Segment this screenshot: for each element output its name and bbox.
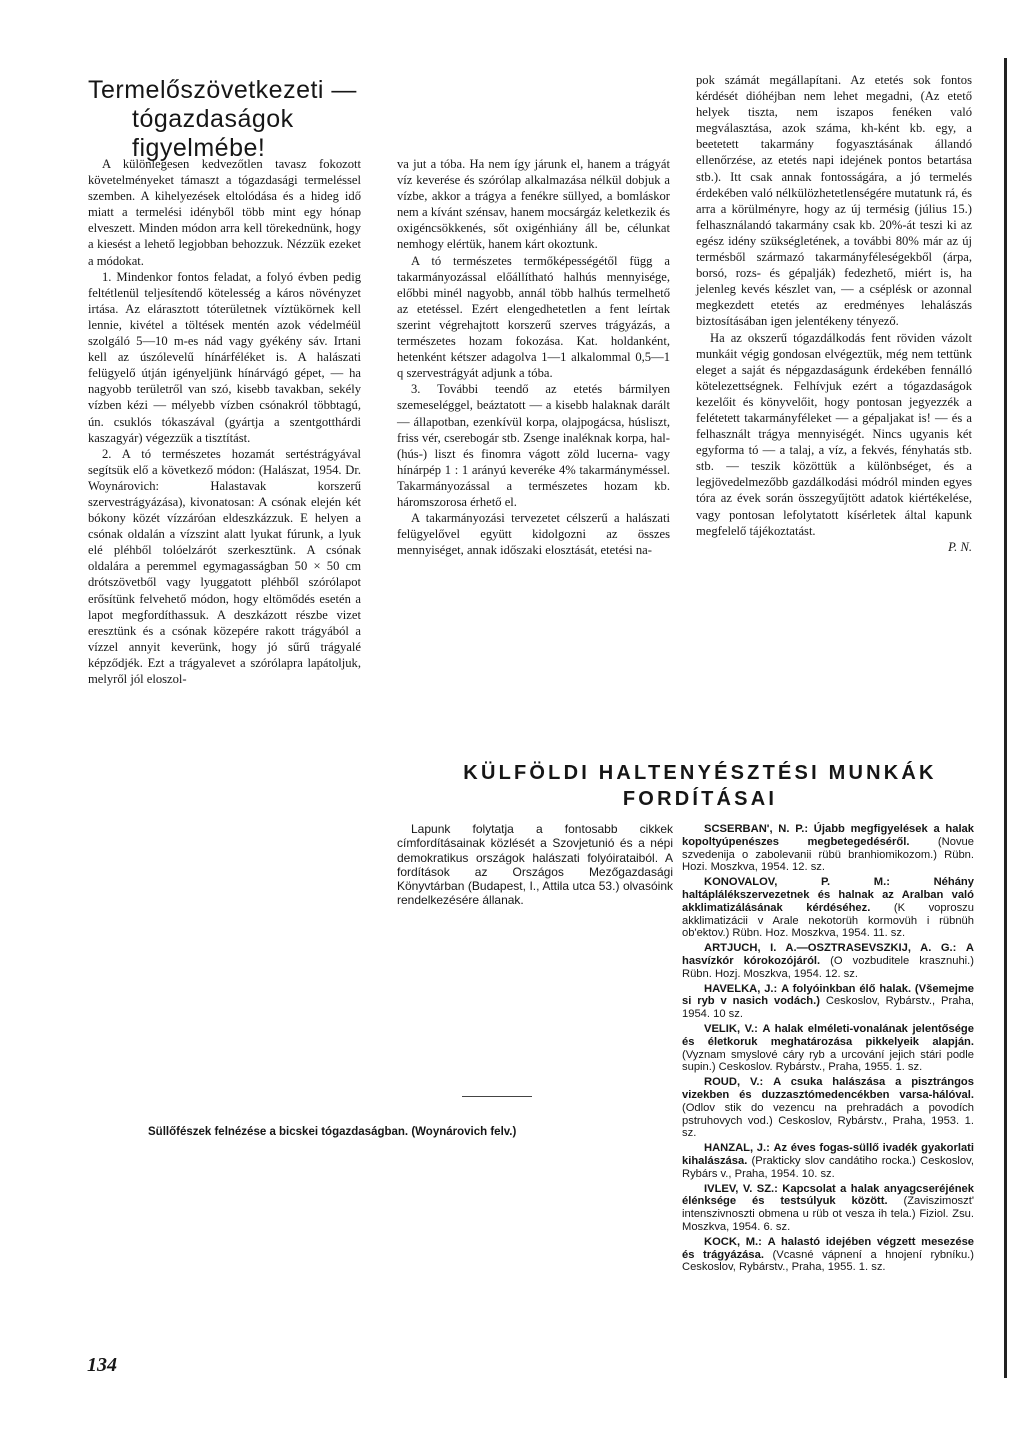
paragraph: Ha az okszerű tógazdálkodás fent röviden vázolt munkáit végig gondosan elvégeztük, még nem tettünk eleget a saját és népgazdaságunk érdekében fennálló kötelezettségnek. Felhívjuk ezért a tógazdaságok kezelőit és könyvelőit, hogy pontosan jegyezzék a felétetett takarmányféleket — a gépaljakat is! — és a felhasznált trágya mennyiségét. Nincs ugyanis két egyforma tó — a talaj, a víz, a fekvés, fényhatás stb. stb. — teszik közöttük a különbséget, és a legjövedelmezőbb gazdálkodási módról minden egyes tóra az évek során összegyűjtött adatok kiértékelése, vagy pontosan lefolytatott kísérletek által kapunk megfelelő tájékoztatást. (696, 330, 972, 538)
reference-source: (Vcasné vápnení a hnojení rybníku.) Ceskoslov, Rybárstv., Praha, 1955. 1. sz. (682, 1248, 975, 1274)
reference-item (682, 942, 974, 980)
reference-item (682, 1183, 974, 1234)
reference-item (682, 1236, 974, 1274)
reference-author: KOCK, M.: (704, 1235, 762, 1248)
reference-title: A hasvízkór kórokozójáról. (682, 942, 975, 967)
reference-item (682, 1076, 974, 1140)
reference-item (682, 983, 974, 1021)
reference-source: (O vozbuditele krasznuhi.) Rübn. Hozj. Moszkva, 1954. 12. sz. (682, 954, 974, 980)
article-title-line2: tógazdaságok figyelmébe! (132, 105, 294, 162)
reference-source: (Zaviszimoszt' intenszivnoszti obmena u rüb ot vesza ih tela.) Fiziol. Zsu. Moszkva, 1954. 6. sz. (682, 1195, 974, 1233)
reference-title: A folyóinkban élő halak. (Všemejme si ryb v nasich vodách.) (682, 982, 974, 1008)
reference-author: KONOVALOV, P. M.: (704, 876, 890, 889)
section-intro (397, 822, 673, 908)
reference-item (682, 1023, 974, 1074)
paragraph: 3. További teendő az etetés bármilyen szemeseléggel, beáztatott — a kisebb halaknak darált — állapotban, ezenkívül korpa, olajpogácsa, húsliszt, friss vér, cserebogár stb. Zsenge inaléknak korpa, hal- (hús-) liszt és finomra vágott zöld lucerna- vagy hínárpép 1 : 1 arányú keveréke 4% takarmányméssel. Takarmányozással a természetes hozam kb. háromszorosa érhető el. (397, 382, 670, 509)
reference-source: (K voproszu akklimatizácii v Arale nekotorüh kormovüh i rübnüh ob'ektov.) Rübn. Hoz. Moszkva, 1954. 11. sz. (682, 901, 974, 940)
author-signature: P. N. (948, 539, 972, 554)
reference-author: SCSERBAN', N. P.: (704, 823, 809, 835)
reference-source: (Odlov stik do vezencu na prehradách a povodích pstruhovych vod.) Ceskoslov, Rybárstv., Praha, 1953. 1. sz. (682, 1101, 974, 1140)
reference-title: Néhány haltáplálékszervezetnek és halnak az Aralban való akklimatizálásának kérdéséhez. (682, 876, 974, 914)
reference-source: (Prakticky slov candátiho rocka.) Ceskoslov, Rybárs v., Praha, 1954. 10. sz. (682, 1154, 974, 1180)
reference-author: ARTJUCH, I. A.—OSZTRASEVSZKIJ, A. G.: (704, 942, 957, 955)
section-heading-line2: FORDÍTÁSAI (622, 788, 778, 810)
reference-author: IVLEV, V. SZ.: (704, 1182, 778, 1195)
reference-title: Az éves fogas-süllő ivadék gyakorlati kihalászása. (682, 1142, 974, 1167)
reference-title: A csuka halászása a pisztrángos vizekben és duzzasztómedencékben varsa-hálóval. (682, 1076, 974, 1101)
photo-divider (462, 1096, 532, 1097)
reference-title: Kapcsolat a halak anyagcseréjének élénksége és testsúlyuk között. (682, 1182, 974, 1208)
paragraph: pok számát megállapítani. Az etetés sok fontos kérdését dióhéjban nem lehet megadni, (Az etető helyek tiszta, nem iszapos fenéken való megválasztása, azok száma, kh-ként kb. egy, a beetetett takarmány fogyasztásának állandó ellenőrzése, az etetés napi idejének pontos betartása stb.). Itt csak annak fontosságára, a jó termelés érdekében való nélkülözhetetlenségére mutatunk rá, és arra a körülményre, hogy az új termésig (július 15.) felhasználandó takarmány csak kb. 20%-át teszi ki az egész idény szükségletének, a további 80% már az új termésből származó takarmányféleségekből (árpa, borsó, rozs- és gépalják) fedezhető, miért is, ha jelenleg kevés készlet van, — a cséplésk or azonnal megkezdett etetés az eredményes lehalászás biztosításában igen jelentékeny tényező. (696, 73, 972, 329)
paragraph: A takarmányozási tervezetet célszerű a halászati felügyelővel együtt kidolgozni az összes mennyiséget, annak időszaki elosztását, etetési na- (397, 511, 670, 558)
reference-title: Újabb megfigyelések a halak kopoltyúpenészes megbetegedéséről. (682, 823, 975, 848)
reference-item (682, 823, 974, 874)
article-title (88, 76, 388, 163)
paragraph: A tó természetes termőképességétől függ a takarmányozással előállítható halhús mennyisége, előbbi minél nagyobb, annál több halhús termelhető az etetéssel. Ezért elengedhetetlen a fent leírtak szerint végrehajtott korszerű szerves trágyázás, a természetes hozam fokozása. Kat. holdanként, hetenként kétszer adagolva 1—1 alkalommal 0,5—1 q szervestrágyát adjunk a tóba. (397, 253, 670, 381)
reference-list (682, 823, 974, 1276)
reference-source: (Vyznam smyslové cáry ryb a urcování jejich stári podle supin.) Ceskoslov. Rybárstv., Praha, 1955. 1. sz. (682, 1048, 974, 1074)
reference-source: (Novue szvedenija o zabolevanii rübü branhiomikozom.) Rübn. Hozi. Moszkva, 1954. 12. sz. (682, 835, 974, 874)
reference-source: Ceskoslov, Rybárstv., Praha, 1954. 10 sz. (682, 995, 975, 1021)
paragraph: 1. Mindenkor fontos feladat, a folyó évben pedig feltétlenül teljesítendő kötelesség a káros növényzet irtása. Az elárasztott tóterületnek víztükörnek kell lennie, kivétel a töltések mentén azok védelméül szolgáló 5—10 m-es nád vagy gyékény sáv. Irtani kell az úszólevelű hínárféléket is. A halászati felügyelő útján igényeljünk hínárvágó gépet, — ha nagyobb területről van szó, kisebb tavakban, sekély vízben kézi — mélyebb vízben csónakról többtagú, ún. csuklós tókaszával (gyártja a szentgotthárdi kaszagyár) végezzük a tisztítást. (88, 269, 361, 445)
article-column-3 (696, 72, 972, 555)
section-heading (395, 760, 1005, 812)
photo-caption: Süllőfészek felnézése a bicskei tógazdaságban. (Woynárovich felv.) (148, 1126, 517, 1138)
paragraph: 2. A tó természetes hozamát sertéstrágyával segítsük elő a következő módon: (Halászat, 1954. Dr. Woynárovich: Halastavak korszerű szervestrágyázása), kivonatosan: A csónak elején két bókony közét vízzáróan eldeszkázzuk. E helyen a csónak oldalán a vízszint alatt lyukat fúrunk, a lyuk elé pléhből tolóelzárót szerkesztünk. A csónak oldalára a peremmel egymagasságban 50 × 50 cm drótszövetből vagy lyuggatott pléhből szórólapot erősítünk felvehető módon, hogy eltömődés esetén a lapot megfordíthassuk. A deszkázott részbe vizet eresztünk és a csónak közepére rakott trágyából a vízzel annyit keverünk, hogy jó sűrű trágyalé képződjék. Ezt a trágyalevet a szórólapra lapátoljuk, melyről jól eloszol- (88, 446, 361, 686)
paragraph: va jut a tóba. Ha nem így járunk el, hanem a trágyát víz keverése és szórólap alkalmazása nélkül dobjuk a vízbe, akkor a trágya a fenékre süllyed, a bomláskor nem a kívánt szénsav, hanem mocsárgáz keletkezik és oxigéncsökkenés, sőt oxigénhiány áll be, célunkat nemhogy elértük, hanem kárt okoztunk. (397, 157, 670, 252)
reference-title: A halak elméleti-vonalának jelentősége és életkoruk meghatározása pikkelyeik alapján. (682, 1022, 974, 1048)
article-column-2 (397, 156, 670, 558)
section-intro-text: Lapunk folytatja a fontosabb cikkek címfordításainak közlését a Szovjetunió és a népi demokratikus országok halászati folyóirataiból. A fordítások az Országos Mezőgazdasági Könyvtárban (Budapest, I., Attila utca 53.) olvasóink rendelkezésére állanak. (397, 822, 673, 908)
article-column-1 (88, 156, 361, 687)
article-title-line1: Termelőszövetkezeti — (88, 76, 357, 104)
page-edge-rule (1004, 58, 1007, 1378)
reference-item (682, 876, 974, 940)
reference-author: ROUD, V.: (704, 1076, 764, 1089)
reference-title: A halastó idejében végzett mesezése és trágyázása. (682, 1235, 975, 1261)
reference-item (682, 1142, 974, 1180)
page-number: 134 (87, 1354, 117, 1376)
reference-author: VELIK, V.: (704, 1022, 758, 1035)
reference-author: HAVELKA, J.: (704, 982, 778, 995)
paragraph: A különlegesen kedvezőtlen tavasz fokozott követelményeket támaszt a tógazdasági termeléssel szemben. A kihelyezések eltolódása és a hideg idő miatt a termelési idényből több mint egy hónap elveszett. Minden módon arra kell törekednünk, hogy a kiesést a lehető legjobban behozzuk. Nézzük ezeket a módokat. (88, 157, 361, 268)
section-heading-line1: KÜLFÖLDI HALTENYÉSZTÉSI MUNKÁK (463, 762, 937, 784)
reference-author: HANZAL, J.: (704, 1142, 770, 1155)
